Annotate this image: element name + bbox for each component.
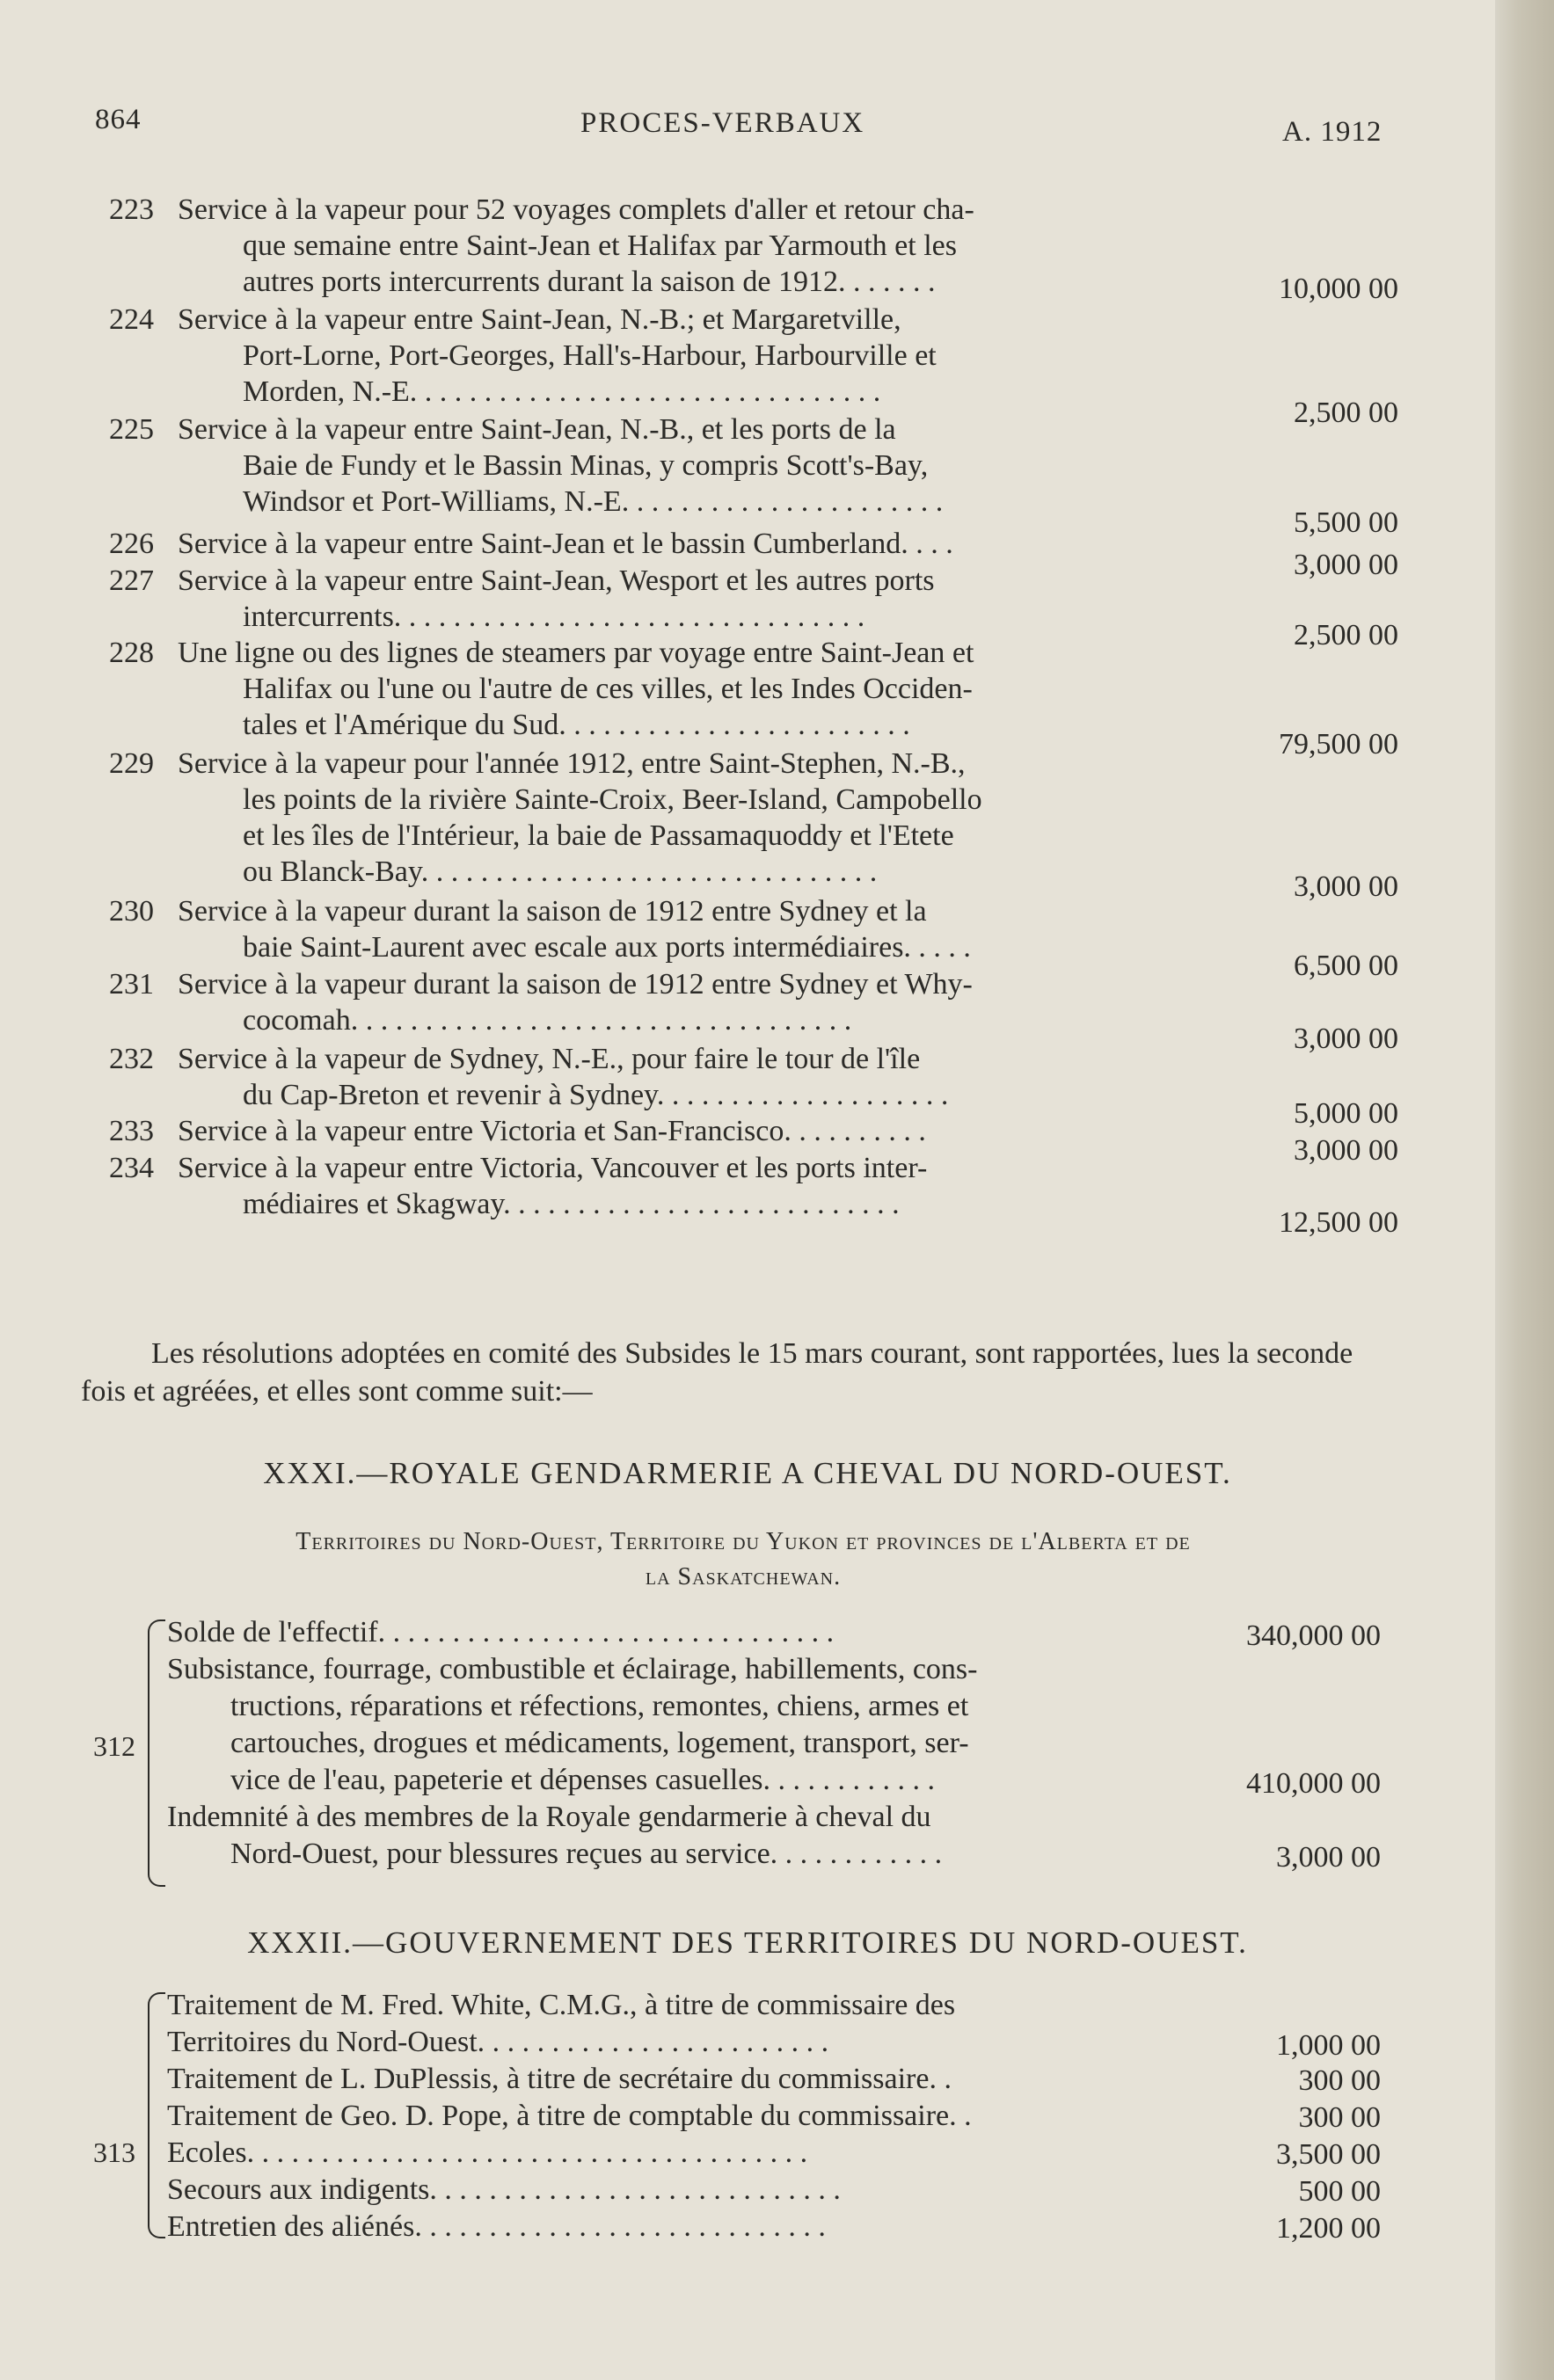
item-number: 224 [109,303,154,336]
vote-entry-line: Nord-Ouest, pour blessures reçues au service. . . . . . . . . . . . [230,1838,943,1870]
item-text [178,411,1202,520]
item-line: du Cap-Breton et revenir à Sydney. . . . . . . . . . . . . . . . . . . . [243,1079,949,1111]
vote-entry-line: Traitement de Geo. D. Pope, à titre de comptable du commissaire. . [167,2100,972,2132]
item-line: Service à la vapeur durant la saison de 1912 entre Sydney et Why- [178,968,973,1001]
brace [148,1619,165,1887]
item-line: Service à la vapeur entre Saint-Jean et le bassin Cumberland. . . . [178,528,953,560]
item-line: les points de la rivière Sainte-Croix, Beer-Island, Campobello [243,783,982,816]
vote-number: 313 [93,2136,135,2168]
item-line: Une ligne ou des lignes de steamers par voyage entre Saint-Jean et [178,637,974,669]
item-amount: 2,500 00 [1294,619,1398,651]
item-number: 228 [109,637,154,669]
item-number: 229 [109,747,154,780]
item-amount: 5,500 00 [1294,506,1398,539]
vote-entry-line: Secours aux indigents. . . . . . . . . . . . . . . . . . . . . . . . . . . . [167,2173,841,2206]
item-amount: 3,000 00 [1294,1134,1398,1167]
item-number: 223 [109,193,154,226]
item-amount: 6,500 00 [1294,950,1398,982]
item-line: Service à la vapeur entre Saint-Jean, N.-B.; et Margaretville, [178,303,901,336]
vote-number: 312 [93,1730,135,1762]
item-text [178,526,1202,562]
page-header [0,104,1495,156]
item-line: Service à la vapeur entre Saint-Jean, Wesport et les autres ports [178,564,935,597]
item-line: Morden, N.-E. . . . . . . . . . . . . . . . . . . . . . . . . . . . . . . . [243,375,881,408]
item-line: et les îles de l'Intérieur, la baie de Passamaquoddy et l'Etete [243,819,954,852]
item-line: baie Saint-Laurent avec escale aux ports intermédiaires. . . . . [243,931,971,964]
item-amount: 3,000 00 [1294,549,1398,581]
item-line: ou Blanck-Bay. . . . . . . . . . . . . . . . . . . . . . . . . . . . . . . [243,855,878,888]
item-line: cocomah. . . . . . . . . . . . . . . . . . . . . . . . . . . . . . . . . . [243,1004,852,1037]
subtitle-line: Territoires du Nord-Ouest, Territoire du Yukon et provinces de l'Alberta et de [295,1528,1191,1555]
item-text [178,966,1202,1038]
vote-entry-line: Territoires du Nord-Ouest. . . . . . . . . . . . . . . . . . . . . . . . [167,2026,829,2058]
vote-entry-line: vice de l'eau, papeterie et dépenses casuelles. . . . . . . . . . . . [230,1764,936,1796]
vote-entry-amount: 500 00 [1298,2175,1381,2208]
item-line: Service à la vapeur entre Victoria, Vancouver et les ports inter- [178,1152,928,1184]
item-line: médiaires et Skagway. . . . . . . . . . . . . . . . . . . . . . . . . . . [243,1188,900,1220]
vote-entry-line: Ecoles. . . . . . . . . . . . . . . . . . . . . . . . . . . . . . . . . . . . . . [167,2136,808,2169]
vote-entry-line: Indemnité à des membres de la Royale gendarmerie à cheval du [167,1801,931,1833]
item-number: 231 [109,968,154,1001]
section-title-xxxi: XXXI.—ROYALE GENDARMERIE A CHEVAL DU NORD-OUEST. [263,1456,1232,1490]
item-amount: 3,000 00 [1294,870,1398,903]
item-line: Halifax ou l'une ou l'autre de ces villes, et les Indes Occiden- [243,673,973,705]
brace [148,1992,165,2238]
item-text [178,1041,1202,1113]
vote-entry-line: cartouches, drogues et médicaments, logement, transport, ser- [230,1727,969,1759]
section-title-xxxii: XXXII.—GOUVERNEMENT DES TERRITOIRES DU NORD-OUEST. [247,1925,1248,1960]
item-number: 232 [109,1043,154,1075]
item-text [178,192,1202,300]
vote-entry-amount: 3,000 00 [1276,1841,1381,1874]
item-text [178,1113,1202,1149]
item-text [178,563,1202,635]
item-line: Baie de Fundy et le Bassin Minas, y compris Scott's-Bay, [243,449,929,482]
item-line: Service à la vapeur de Sydney, N.-E., pour faire le tour de l'île [178,1043,921,1075]
item-number: 225 [109,413,154,446]
vote-entry-amount: 1,000 00 [1276,2029,1381,2062]
item-number: 226 [109,528,154,560]
page-number: 864 [95,104,142,135]
item-line: Service à la vapeur entre Saint-Jean, N.-B., et les ports de la [178,413,896,446]
vote-entry-amount: 410,000 00 [1246,1767,1381,1800]
vote-entry-line: tructions, réparations et réfections, remontes, chiens, armes et [230,1690,969,1722]
item-line: intercurrents. . . . . . . . . . . . . . . . . . . . . . . . . . . . . . . . [243,600,865,633]
item-line: que semaine entre Saint-Jean et Halifax par Yarmouth et les [243,229,957,262]
item-number: 230 [109,895,154,928]
resolution-paragraph: Les résolutions adoptées en comité des Subsides le 15 mars courant, sont rapportées, lues la seconde fois et agréées, et elles sont comme suit:— [81,1337,1353,1408]
vote-entry-line: Traitement de L. DuPlessis, à titre de secrétaire du commissaire. . [167,2063,952,2095]
item-line: Windsor et Port-Williams, N.-E. . . . . . . . . . . . . . . . . . . . . . [243,485,944,518]
item-text [178,635,1202,743]
item-amount: 12,500 00 [1279,1206,1398,1239]
vote-entry-line: Traitement de M. Fred. White, C.M.G., à titre de commissaire des [167,1989,956,2021]
item-line: Service à la vapeur durant la saison de 1912 entre Sydney et la [178,895,927,928]
vote-entry-amount: 340,000 00 [1246,1619,1381,1652]
vote-entry-amount: 1,200 00 [1276,2212,1381,2245]
vote-entry-line: Subsistance, fourrage, combustible et éclairage, habillements, cons- [167,1653,978,1685]
item-text [178,1150,1202,1222]
item-amount: 3,000 00 [1294,1023,1398,1055]
item-line: tales et l'Amérique du Sud. . . . . . . . . . . . . . . . . . . . . . . . [243,709,910,741]
item-line: Service à la vapeur pour l'année 1912, entre Saint-Stephen, N.-B., [178,747,966,780]
page-edge [1495,0,1554,2380]
page-title: PROCES-VERBAUX [580,107,865,139]
item-line: Service à la vapeur entre Victoria et San-Francisco. . . . . . . . . . [178,1115,926,1147]
vote-entry-amount: 3,500 00 [1276,2138,1381,2171]
item-line: Port-Lorne, Port-Georges, Hall's-Harbour, Harbourville et [243,339,937,372]
item-text [178,302,1202,410]
item-text [178,893,1202,965]
item-amount: 2,500 00 [1294,397,1398,429]
item-number: 227 [109,564,154,597]
page-year: A. 1912 [1282,116,1383,148]
item-amount: 10,000 00 [1279,273,1398,305]
item-line: autres ports intercurrents durant la saison de 1912. . . . . . . [243,266,936,298]
vote-entry-amount: 300 00 [1298,2101,1381,2134]
subtitle-line: la Saskatchewan. [645,1563,842,1590]
item-amount: 5,000 00 [1294,1097,1398,1130]
item-line: Service à la vapeur pour 52 voyages complets d'aller et retour cha- [178,193,974,226]
item-amount: 79,500 00 [1279,728,1398,761]
vote-entry-amount: 300 00 [1298,2064,1381,2097]
item-text [178,746,1202,890]
vote-entry-line: Solde de l'effectif. . . . . . . . . . . . . . . . . . . . . . . . . . . . . . . [167,1616,835,1649]
section-subtitle [79,1525,1407,1595]
vote-entry-line: Entretien des aliénés. . . . . . . . . . . . . . . . . . . . . . . . . . . . [167,2210,826,2243]
item-number: 233 [109,1115,154,1147]
item-number: 234 [109,1152,154,1184]
